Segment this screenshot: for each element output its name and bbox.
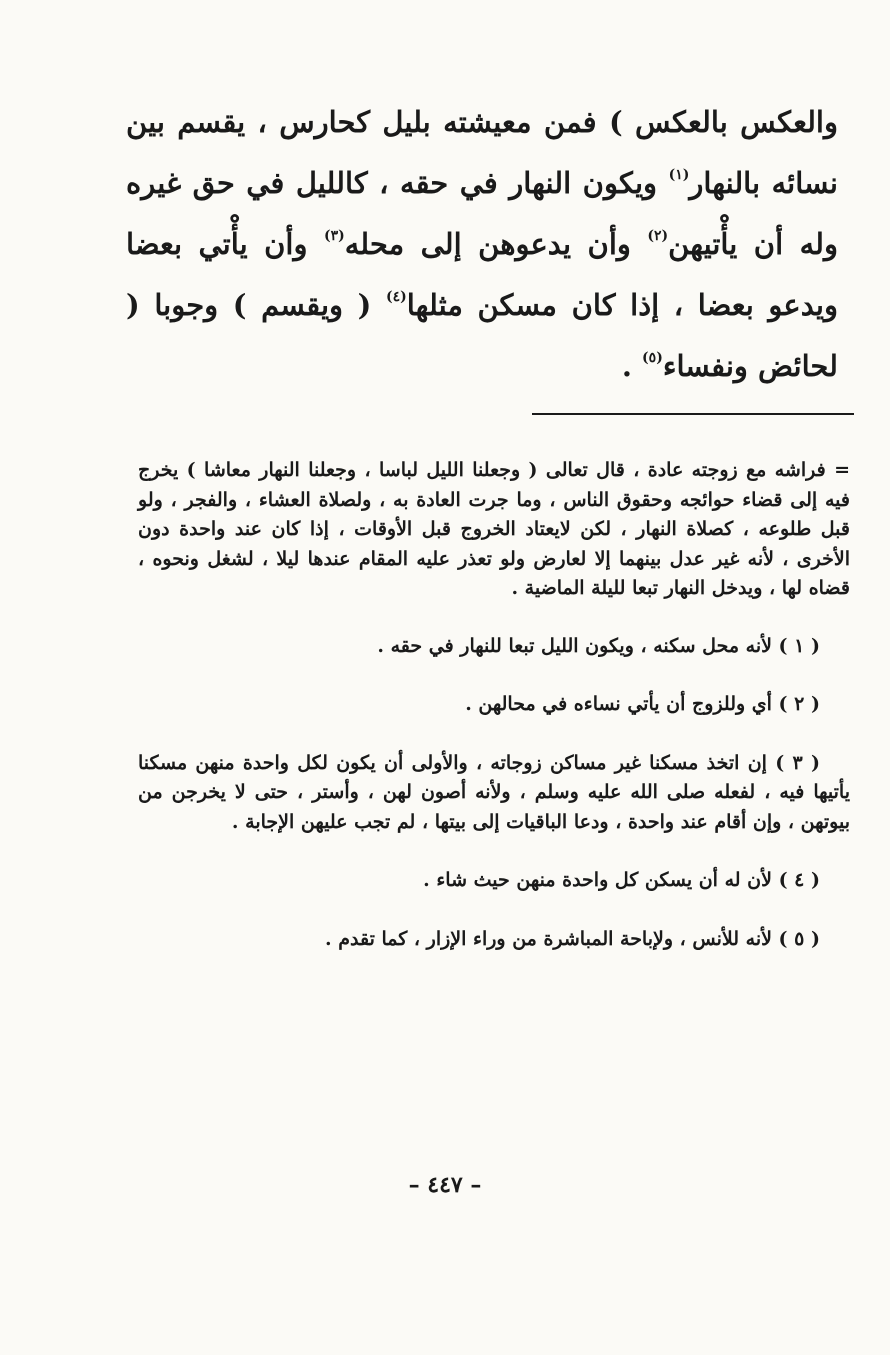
main-text-part-5: ( ويقسم ) وجوبا ( لحائض ونفساء (126, 288, 838, 383)
main-text-part-3: وأن يدعوهن إلى محله (344, 227, 648, 261)
main-text-part-4: وأن يأْتي بعضا ويدعو بعضا ، إذا كان مسكن مثلها (126, 227, 838, 322)
footnote-separator-rule (532, 413, 854, 415)
main-text (126, 92, 838, 397)
footnote-3: ( ٣ ) إن اتخذ مسكنا غير مساكن زوجاته ، والأولى أن يكون لكل واحدة منهن مسكنا يأتيها فيه ، لفعله صلى الله عليه وسلم ، ولأنه أصون لهن ، وأستر ، حتى لا يخرجن من بيوتهن ، وإن أقام عند واحدة ، ودعا الباقيات إلى بيتها ، لم تجب عليهن الإجابة . (138, 751, 850, 833)
footnotes-section (138, 456, 850, 983)
footnote-2: ( ٢ ) أي وللزوج أن يأتي نساءه في محالهن . (465, 693, 820, 715)
footnote-mark-1: (١) (668, 167, 690, 183)
main-text-part-1: والعكس بالعكس ) فمن معيشته بليل كحارس ، يقسم بين نسائه بالنهار (126, 105, 838, 200)
main-text-end: . (621, 349, 643, 383)
main-text-part-2: ويكون النهار في حقه ، كالليل في حق غيره وله أن يأْتيهن (126, 166, 838, 261)
footnote-mark-4: (٤) (385, 289, 407, 305)
footnote-4: ( ٤ ) لأن له أن يسكن كل واحدة منهن حيث شاء . (423, 869, 820, 891)
footnote-1: ( ١ ) لأنه محل سكنه ، ويكون الليل تبعا للنهار في حقه . (377, 634, 820, 657)
page-number: – ٤٤٧ – (408, 1172, 482, 1198)
footnote-mark-2: (٢) (647, 228, 669, 244)
footnote-continuation: = فراشه مع زوجته عادة ، قال تعالى ( وجعلنا الليل لباسا ، وجعلنا النهار معاشا ) يخرج فيه إلى قضاء حوائجه وحقوق الناس ، وما جرت العادة به ، ولصلاة العشاء ، والفجر ، ولو قبل طلوعه ، كصلاة النهار ، لكن لايعتاد الخروج قبل الأوقات ، إذا كان عند واحدة دون الأخرى ، لأنه غير عدل بينهما إلا لعارض ولو تعذر عليه المقام عندها ليلا ، لشغل ونحوه ، قضاه لها ، ويدخل النهار تبعا لليلة الماضية . (138, 459, 850, 599)
footnote-mark-3: (٣) (323, 228, 345, 244)
footnote-5: ( ٥ ) لأنه للأنس ، ولإباحة المباشرة من وراء الإزار ، كما تقدم . (325, 927, 820, 950)
footnote-mark-5: (٥) (642, 350, 663, 366)
